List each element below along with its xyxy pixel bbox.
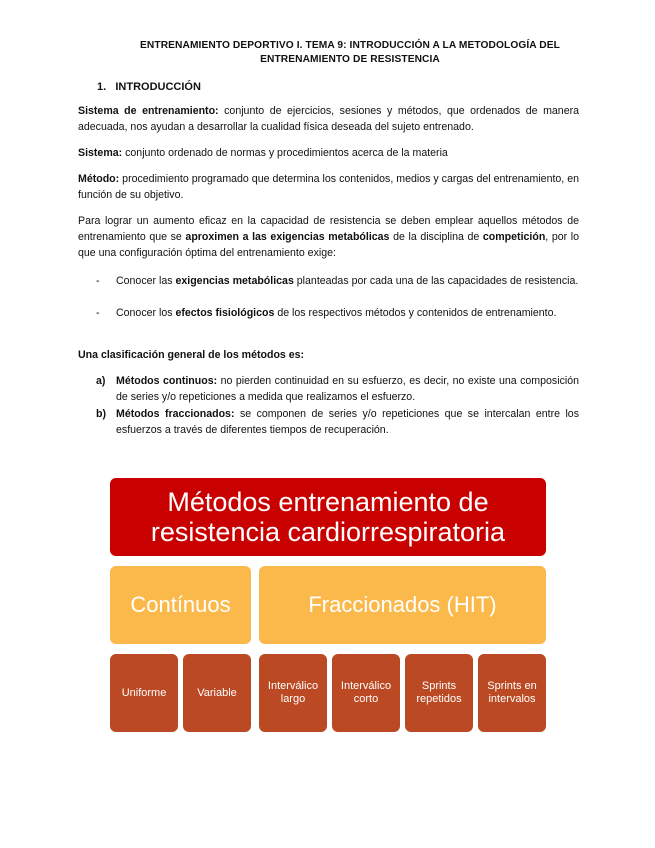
definition-metodo [78, 171, 579, 203]
leaf-label: Uniforme [121, 686, 167, 699]
leaf-label: largo [280, 693, 306, 705]
diagram-leaf-variable [183, 654, 251, 732]
diagram-root-line-1: Métodos entrenamiento de [167, 487, 489, 517]
paragraph-text: Para lograr un aumento eficaz en la capacidad de resistencia se deben emplear aquellos métodos de entrenamiento que se [78, 215, 579, 243]
method-marker: b) [96, 408, 106, 420]
definition-text: procedimiento programado que determina los contenidos, medios y cargas del entrenamiento, en función de su objetivo. [78, 173, 579, 201]
paragraph-emphasis: competición [482, 231, 546, 243]
diagram-leaf-intervalico-corto [332, 654, 400, 732]
section-number: 1. [97, 81, 107, 93]
leaf-label: Interválico [340, 680, 392, 692]
diagram-root-line-2: resistencia cardiorrespiratoria [150, 517, 506, 547]
leaf-label: Variable [197, 686, 237, 699]
diagram-leaf-intervalico-largo [259, 654, 327, 732]
diagram-leaf-uniforme [110, 654, 178, 732]
definition-text: conjunto ordenado de normas y procedimientos acerca de la materia [122, 147, 448, 159]
method-text: se componen de series y/o repeticiones que se intercalan entre los esfuerzos a través de diferentes tiempos de recuperación. [116, 408, 579, 436]
definition-sistema-entrenamiento [78, 103, 579, 135]
bullet-emphasis: exigencias metabólicas [175, 275, 294, 287]
definition-sistema [78, 145, 579, 161]
diagram-leaf-sprints-en-intervalos [478, 654, 546, 732]
bullet-text: Conocer los [116, 307, 176, 319]
definition-term: Método: [78, 173, 120, 185]
method-item [96, 406, 579, 438]
bullet-text: Conocer las [116, 275, 176, 287]
bullet-marker: - [96, 275, 100, 287]
leaf-label: repetidos [416, 693, 462, 705]
bullet-emphasis: efectos fisiológicos [175, 307, 275, 319]
method-term: Métodos fraccionados: [116, 408, 235, 420]
diagram-category-continuos: Contínuos [110, 566, 251, 644]
leaf-label: Interválico [267, 680, 319, 692]
diagram-leaf-sprints-repetidos [405, 654, 473, 732]
method-marker: a) [96, 375, 106, 387]
definition-term: Sistema de entrenamiento: [78, 105, 219, 117]
bullet-marker: - [96, 307, 100, 319]
document-title-line-1: ENTRENAMIENTO DEPORTIVO I. TEMA 9: INTRODUCCIÓN A LA METODOLOGÍA DEL [140, 40, 560, 51]
document-title-line-2: ENTRENAMIENTO DE RESISTENCIA [260, 54, 440, 65]
bullet-item [96, 305, 579, 321]
leaf-label: Sprints [421, 680, 457, 692]
section-heading [97, 81, 201, 93]
paragraph-text: , por lo que una configuración óptima del entrenamiento exige: [78, 231, 580, 259]
classification-heading: Una clasificación general de los métodos es: [78, 349, 305, 361]
section-title: INTRODUCCIÓN [115, 81, 201, 93]
diagram-category-fraccionados: Fraccionados (HIT) [259, 566, 546, 644]
methods-hierarchy-diagram [110, 478, 546, 732]
paragraph-emphasis: aproximen a las exigencias metabólicas [185, 231, 390, 243]
bullet-text: de los respectivos métodos y contenidos de entrenamiento. [274, 307, 557, 319]
definition-text: conjunto de ejercicios, sesiones y métodos, que ordenados de manera adecuada, nos ayudan a desarrollar la cualidad física deseada del sujeto entrenado. [78, 105, 579, 133]
method-text: no pierden continuidad en su esfuerzo, es decir, no existe una composición de series y/o repeticiones a medida que realizamos el esfuerzo. [116, 375, 580, 403]
intro-paragraph [78, 213, 579, 261]
leaf-label: corto [353, 693, 379, 705]
diagram-root-node [110, 478, 546, 556]
definition-term: Sistema: [78, 147, 123, 159]
paragraph-text: de la disciplina de [389, 231, 483, 243]
leaf-label: intervalos [488, 693, 536, 705]
document-title [90, 39, 610, 67]
bullet-item [96, 273, 579, 289]
leaf-label: Sprints en [487, 680, 537, 692]
method-term: Métodos continuos: [116, 375, 218, 387]
method-item [96, 373, 579, 405]
bullet-text: planteadas por cada una de las capacidades de resistencia. [293, 275, 579, 287]
